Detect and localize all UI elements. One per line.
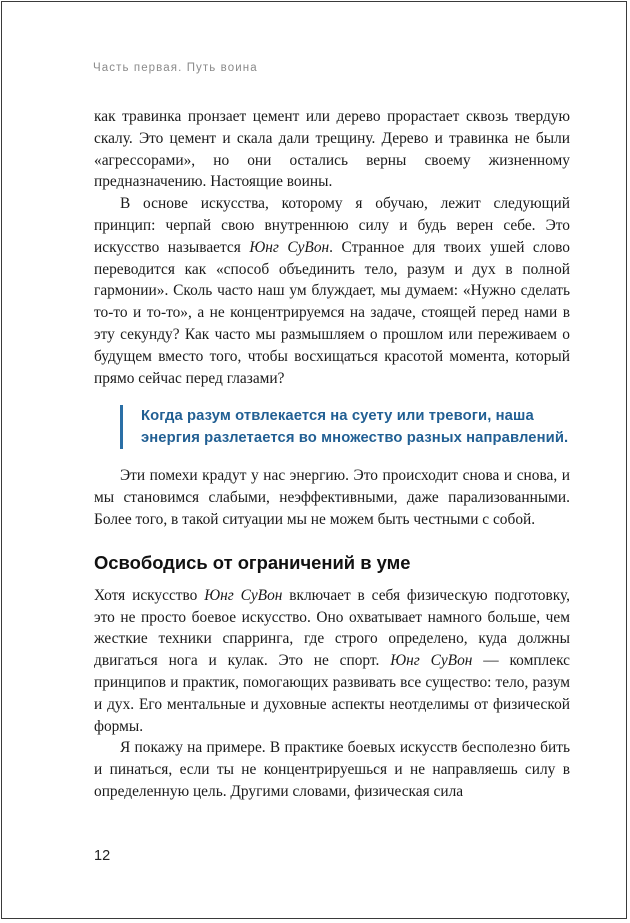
running-head-part: Часть первая <box>93 62 179 74</box>
paragraph-art-description <box>94 585 570 738</box>
paragraph-art-text-2: включает в себя физическую подготовку, это не просто боевое искусство. Оно охватывает намного больше, чем жесткие техники спарринга, где строго определено, куда должны двигаться нога и кулак. Это не спорт. <box>94 586 570 670</box>
paragraph-principle <box>94 193 570 389</box>
pull-quote: Когда разум отвлекается на суету или тревоги, наша энергия разлетается во множество разных направлений. <box>120 405 570 449</box>
paragraph-principle-text-1: В основе искусства, которому я обучаю, лежит следующий принцип: черпай свою внутреннюю силу и будь верен себе. Это искусство называется <box>94 195 570 256</box>
page-number: 12 <box>94 848 111 864</box>
term-jung-suwon-1: Юнг СуВон <box>204 586 283 604</box>
running-head <box>93 62 258 74</box>
paragraph-principle-text-2: . Странное для твоих ушей слово переводится как «способ объединить тело, разум и дух в полной гармонии». Сколь часто наш ум блуждает, мы думаем: «Нужно сделать то-то и то-то», а не концентрируемся на задаче, стоящей перед нами в эту секунду? Как часто мы размышляем о прошлом или переживаем о будущем вместо того, чтобы восхищаться красотой момента, который прямо сейчас перед глазами? <box>94 238 570 387</box>
body-text <box>94 106 570 803</box>
running-head-separator: . <box>178 62 183 74</box>
paragraph-example: Я покажу на примере. В практике боевых искусств бесполезно бить и пинаться, если ты не концентрируешься и не направляешь силу в определенную цель. Другими словами, физическая сила <box>94 739 570 800</box>
paragraph-distractions: Эти помехи крадут у нас энергию. Это происходит снова и снова, и мы становимся слабыми, неэффективными, даже парализованными. Более того, в такой ситуации мы не можем быть честными с собой. <box>94 467 570 528</box>
paragraph-continued: как травинка пронзает цемент или дерево прорастает сквозь твердую скалу. Это цемент и скала дали трещину. Дерево и травинка не были «агрессорами», но они остались верны своему жизненному предназначению. Настоящие воины. <box>94 108 570 191</box>
term-jung-suwon-2: Юнг СуВон <box>390 652 473 670</box>
running-head-chapter: Путь воина <box>186 62 258 74</box>
book-page <box>1 1 627 919</box>
term-jung-suwon: Юнг СуВон <box>249 238 330 256</box>
paragraph-art-text-1: Хотя искусство <box>94 586 205 604</box>
paragraph-art-text-3: — комплекс принципов и практик, помогающих развивать все существо: тело, разум и дух. Его ментальные и духовные аспекты неотделимы от физической формы. <box>94 652 570 735</box>
section-heading: Освободись от ограничений в уме <box>94 551 411 573</box>
